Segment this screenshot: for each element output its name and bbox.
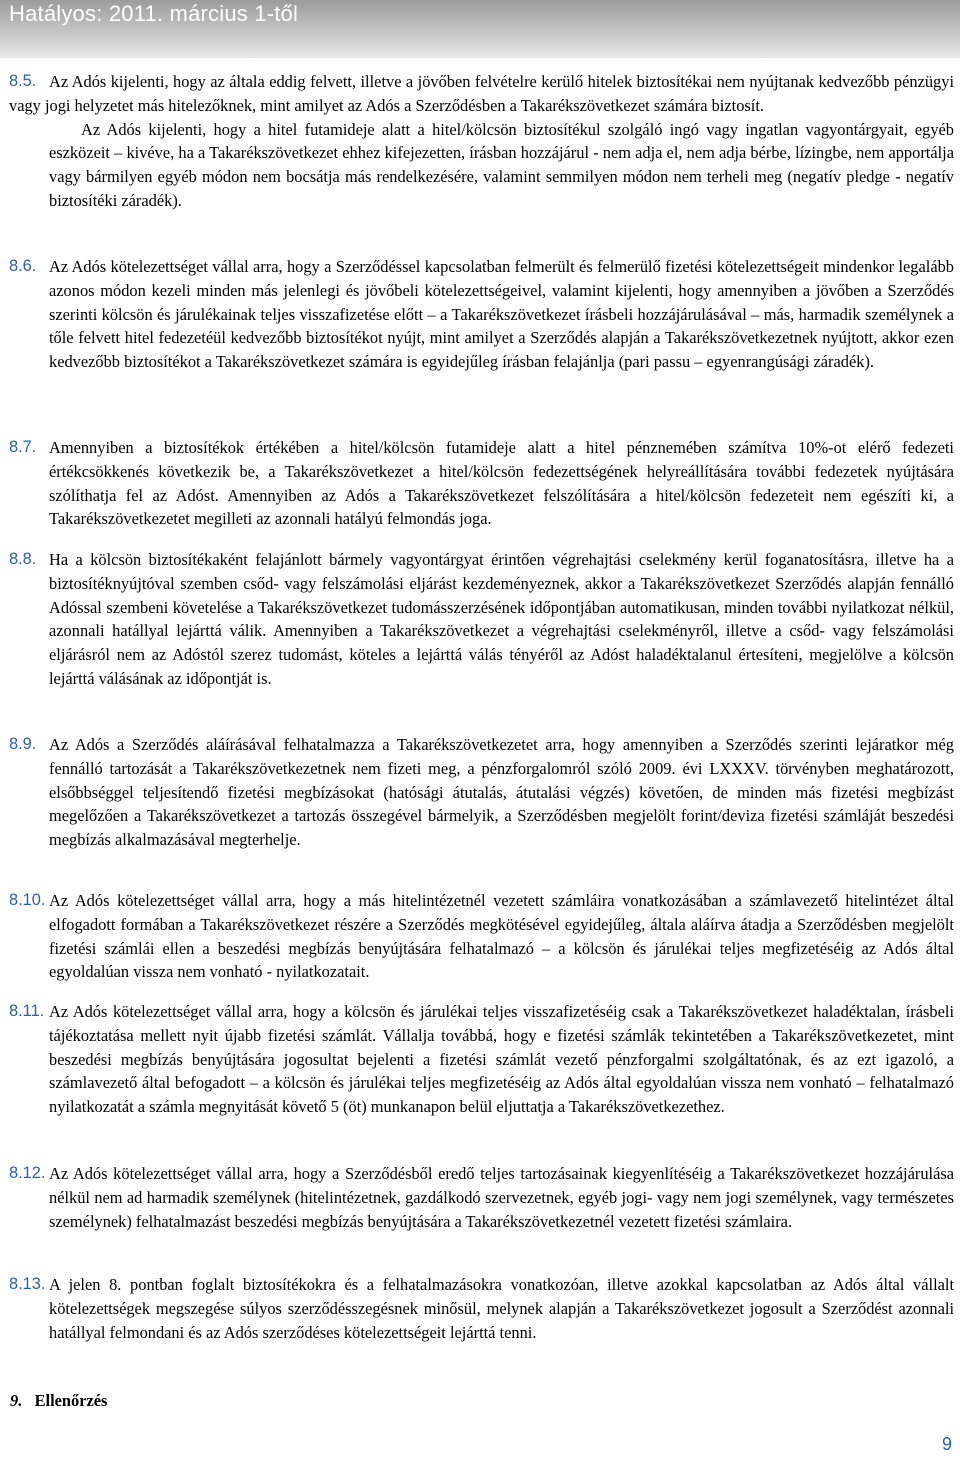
section-text: Amennyiben a biztosítékok értékében a hitel/kölcsön futamideje alatt a hitel pénznemében számítva 10%-ot elérő fedezeti értékcsökkenés következik be, a Takarékszövetkezet a hitel/kölcsön fedezettségének helyreállítására további fedezetek nyújtására szólíthatja fel az Adóst. Amennyiben az Adós a Takarékszövetkezet felszólítására a hitel/kölcsön fedezeteit nem egészíti ki, a Takarékszövetkezetet megilleti az azonnali hatályú felmondás joga. <box>49 438 954 529</box>
section-8-9 <box>9 733 954 852</box>
page-number: 9 <box>941 1434 952 1454</box>
section-8-10 <box>9 889 954 984</box>
section-8-7 <box>9 436 954 531</box>
section-8-13 <box>9 1273 954 1344</box>
section-text: Az Adós kötelezettséget vállal arra, hogy a Szerződéssel kapcsolatban felmerült és felmerülő fizetési kötelezettségeit mindenkor legalább azonos módon kezeli minden más jelenlegi és jövőbeli kötelezettségeivel, valamint kijelenti, hogy amennyiben a jövőben a Szerződés szerinti kölcsön és járulékainak teljes visszafizetése előtt – a Takarékszövetkezet írásbeli hozzájárulásával – más, harmadik személynek a tőle felvett hitel fedezetéül kedvezőbb biztosítékot nyújt, mint amilyet a Szerződés alapján a Takarékszövetkezetnek nyújtott, akkor ezen kedvezőbb biztosítékot a Takarékszövetkezet számára is egyidejűleg írásban felajánlja (pari passu – egyenrangúsági záradék). <box>49 257 954 372</box>
section-8-6 <box>9 255 954 374</box>
section-text-2: Az Adós kijelenti, hogy a hitel futamideje alatt a hitel/kölcsön biztosítékul szolgáló ingó vagy ingatlan vagyontárgyait, egyéb eszközeit – kivéve, ha a Takarékszövetkezet ehhez kifejezetten, írásban hozzájárul - nem adja el, nem adja bérbe, lízingbe, nem apportálja vagy bármilyen egyéb módon nem bocsátja más rendelkezésére, valamint semmilyen módon nem terheli meg (negatív pledge - negatív biztosítéki záradék). <box>49 119 954 210</box>
section-8-12 <box>9 1162 954 1233</box>
section-text: Az Adós kötelezettséget vállal arra, hogy a kölcsön és járulékai teljes visszafizetéséig csak a Takarékszövetkezet haladéktalan, írásbeli tájékoztatása mellett nyit újabb fizetési számlát. Vállalja továbbá, hogy e fizetési számlák tekintetében a Takarékszövetkezetet, mint beszedési megbízás benyújtására jogosultat bejelenti a fizetési számlát vezető pénzforgalmi szolgáltatónak, és az ezt igazoló, a számlavezető által befogadott – a kölcsön és járulékai teljes megfizetéséig az Adós által egyoldalúan vissza nem vonható – felhatalmazó nyilatkozatát a számla megnyitását követő 5 (öt) munkanapon belül eljuttatja a Takarékszövetkezethez. <box>49 1002 954 1117</box>
section-number: 8.7. <box>9 438 37 456</box>
section-text: Az Adós kötelezettséget vállal arra, hogy a más hitelintézetnél vezetett számláira vonatkozásában a számlavezető hitelintézet által elfogadott formában a Takarékszövetkezet részére a Szerződés megkötésével egyidejűleg, általa aláírva átadja a Szerződésben megjelölt fizetési számlái ellen a beszedési megbízás benyújtására felhatalmazó – a kölcsön és járulékai teljes megfizetéséig az Adós által egyoldalúan vissza nem vonható - nyilatkozatait. <box>49 891 954 982</box>
section-8-11 <box>9 1000 954 1119</box>
section-number: 8.13. <box>9 1275 46 1293</box>
heading-number: 9. <box>10 1391 23 1410</box>
section-number: 8.12. <box>9 1164 46 1182</box>
section-text: Ha a kölcsön biztosítékaként felajánlott bármely vagyontárgyat érintően végrehajtási cselekmény kerül foganatosításra, illetve ha a biztosítéknyújtóval szemben csőd- vagy felszámolási eljárást kezdeményeznek, akkor a Takarékszövetkezet Szerződés alapján fennálló Adóssal szembeni követelése a Takarékszövetkezet tudomásszerzésének időpontjában automatikusan, minden további nyilatkozat nélkül, azonnali hatállyal lejárttá válik. Amennyiben a Takarékszövetkezet a végrehajtási cselekményről, illetve a csőd- vagy felszámolási eljárásról nem az Adóstól szerez tudomást, köteles a lejárttá válás tényéről az Adóst haladéktalanul értesíteni, megjelölve a kölcsön lejárttá válásának az időpontját is. <box>49 550 954 688</box>
section-number: 8.8. <box>9 550 37 568</box>
section-text: Az Adós a Szerződés aláírásával felhatalmazza a Takarékszövetkezetet arra, hogy amennyiben a Szerződés szerinti lejáratkor még fennálló tartozását a Takarékszövetkezetnek nem fizeti meg, a pénzforgalomról szóló 2009. évi LXXXV. törvényben meghatározott, elsőbbséggel teljesítendő fizetési megbízásokat (hatósági átutalás, átutalási végzés) követően, de minden más fizetési megbízást megelőzően a Takarékszövetkezet a tartozás összegével bármelyik, a Szerződésben megjelölt forint/deviza fizetési számláját beszedési megbízás alkalmazásával megterhelje. <box>49 735 954 850</box>
section-8-5 <box>9 70 954 213</box>
section-number: 8.10. <box>9 891 46 909</box>
section-number: 8.5. <box>9 72 37 90</box>
section-text: Az Adós kötelezettséget vállal arra, hogy a Szerződésből eredő teljes tartozásainak kiegyenlítéséig a Takarékszövetkezet hozzájárulása nélkül nem ad harmadik személynek (hitelintézetnek, gazdálkodó szervezetnek, egyéb jogi- vagy nem jogi személynek, vagy természetes személynek) felhatalmazást beszedési megbízás benyújtására a Takarékszövetkezetnél vezetett fizetési számlaira. <box>49 1164 954 1231</box>
section-text: A jelen 8. pontban foglalt biztosítékokra és a felhatalmazásokra vonatkozóan, illetve azokkal kapcsolatban az Adós által vállalt kötelezettségek megszegése súlyos szerződésszegésnek minősül, melynek alapján a Takarékszövetkezet jogosult a Szerződést azonnali hatállyal felmondani és az Adós szerződéses kötelezettségeit lejárttá tenni. <box>49 1275 954 1342</box>
heading-title: Ellenőrzés <box>34 1391 108 1410</box>
section-heading-9 <box>10 1389 107 1413</box>
section-text: Az Adós kijelenti, hogy az általa eddig felvett, illetve a jövőben felvételre kerülő hitelek biztosítékai nem nyújtanak kedvezőbb pénzügyi vagy jogi helyzetet más hitelezőknek, mint amilyet az Adós a Szerződésben a Takarékszövetkezet számára biztosít. <box>9 72 954 115</box>
page-header <box>0 0 960 58</box>
header-title: Hatályos: 2011. március 1-től <box>9 1 299 26</box>
section-number: 8.6. <box>9 257 37 275</box>
section-number: 8.9. <box>9 735 37 753</box>
section-8-8 <box>9 548 954 691</box>
section-number: 8.11. <box>9 1002 45 1020</box>
